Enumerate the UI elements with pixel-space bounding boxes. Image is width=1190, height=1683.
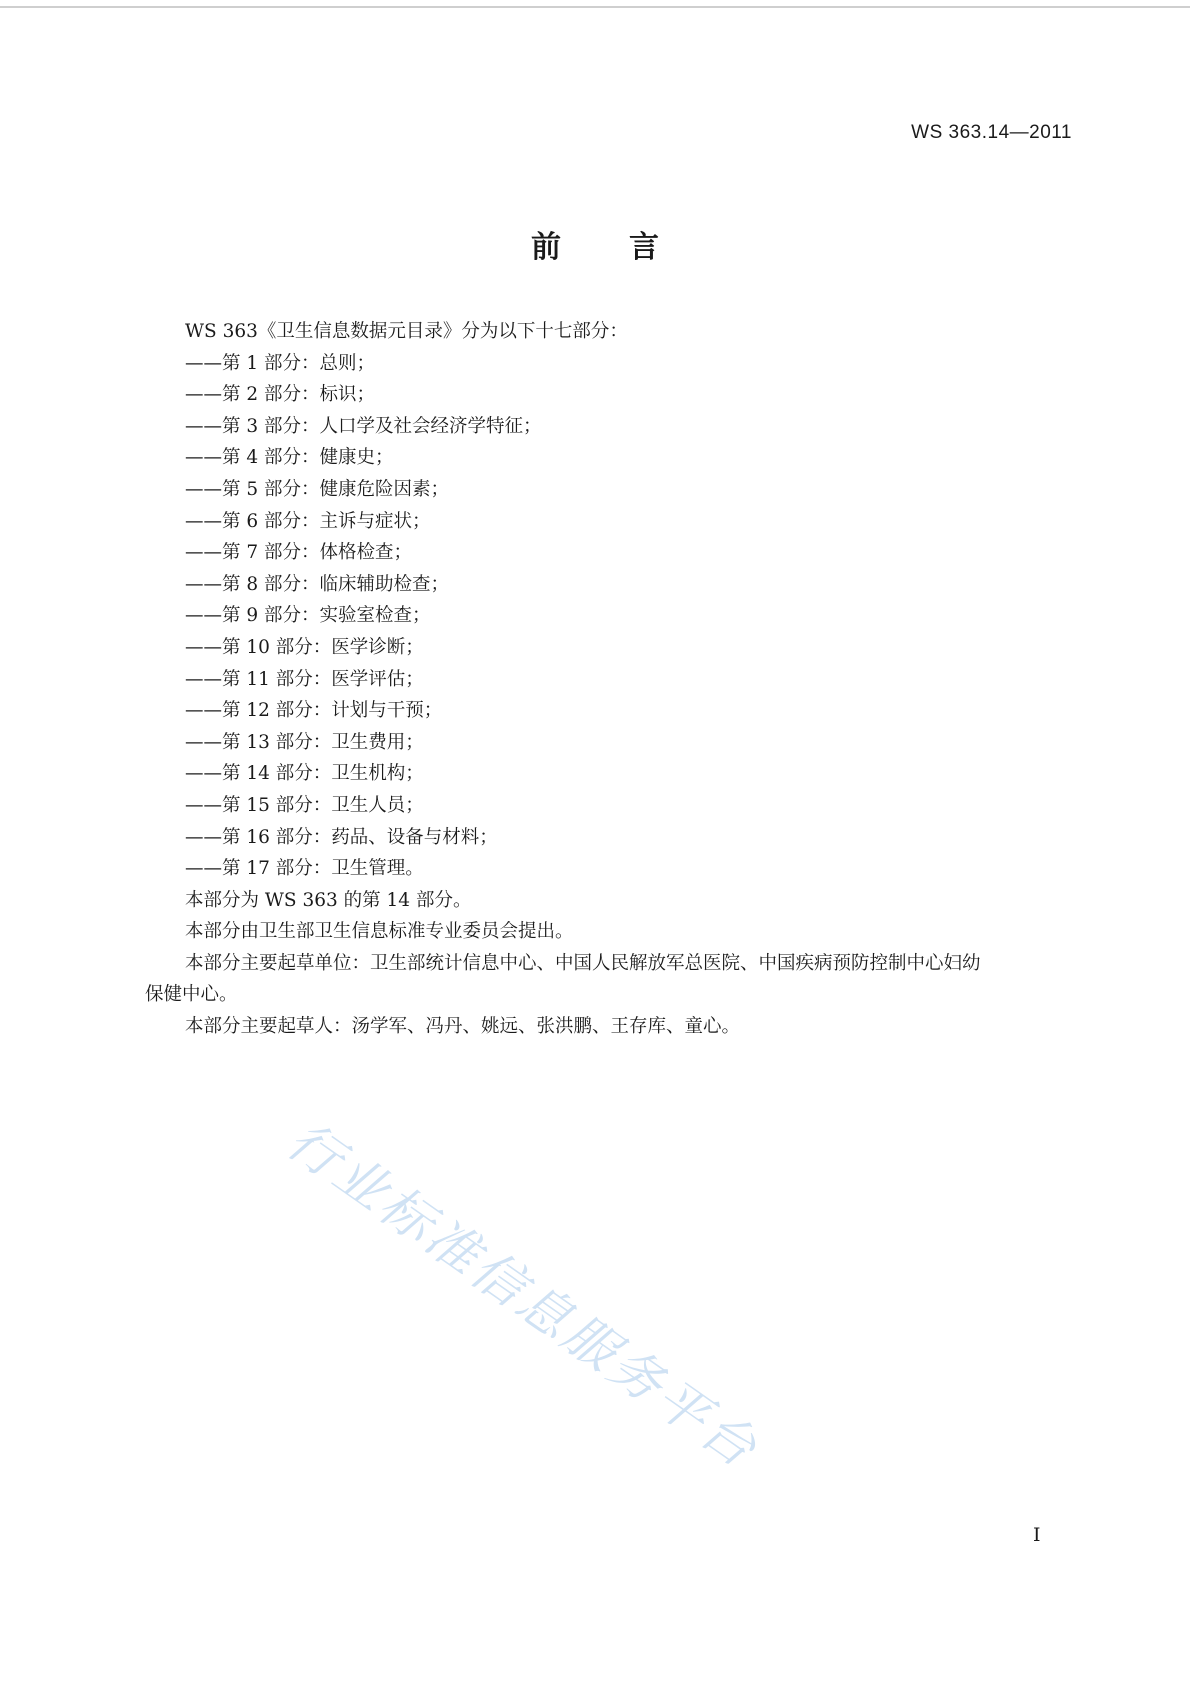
- drafting-units-statement: 本部分主要起草单位：卫生部统计信息中心、中国人民解放军总医院、中国疾病预防控制中心妇幼: [185, 952, 981, 974]
- part-item-5: ——第 5 部分：健康危险因素；: [185, 478, 450, 500]
- part-item-1: ——第 1 部分：总则；: [185, 352, 376, 374]
- part-item-9: ——第 9 部分：实验室检查；: [185, 605, 431, 627]
- part-item-7: ——第 7 部分：体格检查；: [185, 542, 413, 564]
- top-rule: [0, 6, 1190, 8]
- part-item-10: ——第 10 部分：医学诊断；: [185, 636, 424, 658]
- part-item-11: ——第 11 部分：医学评估；: [185, 668, 424, 690]
- drafting-units-continuation: 保健中心。: [145, 984, 238, 1006]
- part-item-12: ——第 12 部分：计划与干预；: [185, 700, 443, 722]
- part-item-17: ——第 17 部分：卫生管理。: [185, 858, 424, 880]
- proposed-by-statement: 本部分由卫生部卫生信息标准专业委员会提出。: [185, 921, 574, 943]
- part-item-8: ——第 8 部分：临床辅助检查；: [185, 573, 450, 595]
- page-title: 前言: [531, 230, 727, 265]
- part-item-3: ——第 3 部分：人口学及社会经济学特征；: [185, 415, 542, 437]
- intro-line: WS 363《卫生信息数据元目录》分为以下十七部分：: [185, 321, 628, 342]
- drafters-statement: 本部分主要起草人：汤学军、冯丹、姚远、张洪鹏、王存库、童心。: [185, 1016, 741, 1038]
- document-code: WS 363.14—2011: [911, 122, 1072, 143]
- part-item-13: ——第 13 部分：卫生费用；: [185, 731, 424, 753]
- part-item-2: ——第 2 部分：标识；: [185, 384, 376, 406]
- foreword-body: [145, 316, 1075, 1043]
- part-item-15: ——第 15 部分：卫生人员；: [185, 794, 424, 816]
- part-item-14: ——第 14 部分：卫生机构；: [185, 763, 424, 785]
- part-of-statement: 本部分为 WS 363 的第 14 部分。: [185, 889, 472, 911]
- page-number: I: [1033, 1524, 1041, 1546]
- watermark: 行业标准信息服务平台: [276, 1110, 770, 1482]
- part-item-6: ——第 6 部分：主诉与症状；: [185, 510, 431, 532]
- part-item-4: ——第 4 部分：健康史；: [185, 447, 394, 469]
- part-item-16: ——第 16 部分：药品、设备与材料；: [185, 826, 498, 848]
